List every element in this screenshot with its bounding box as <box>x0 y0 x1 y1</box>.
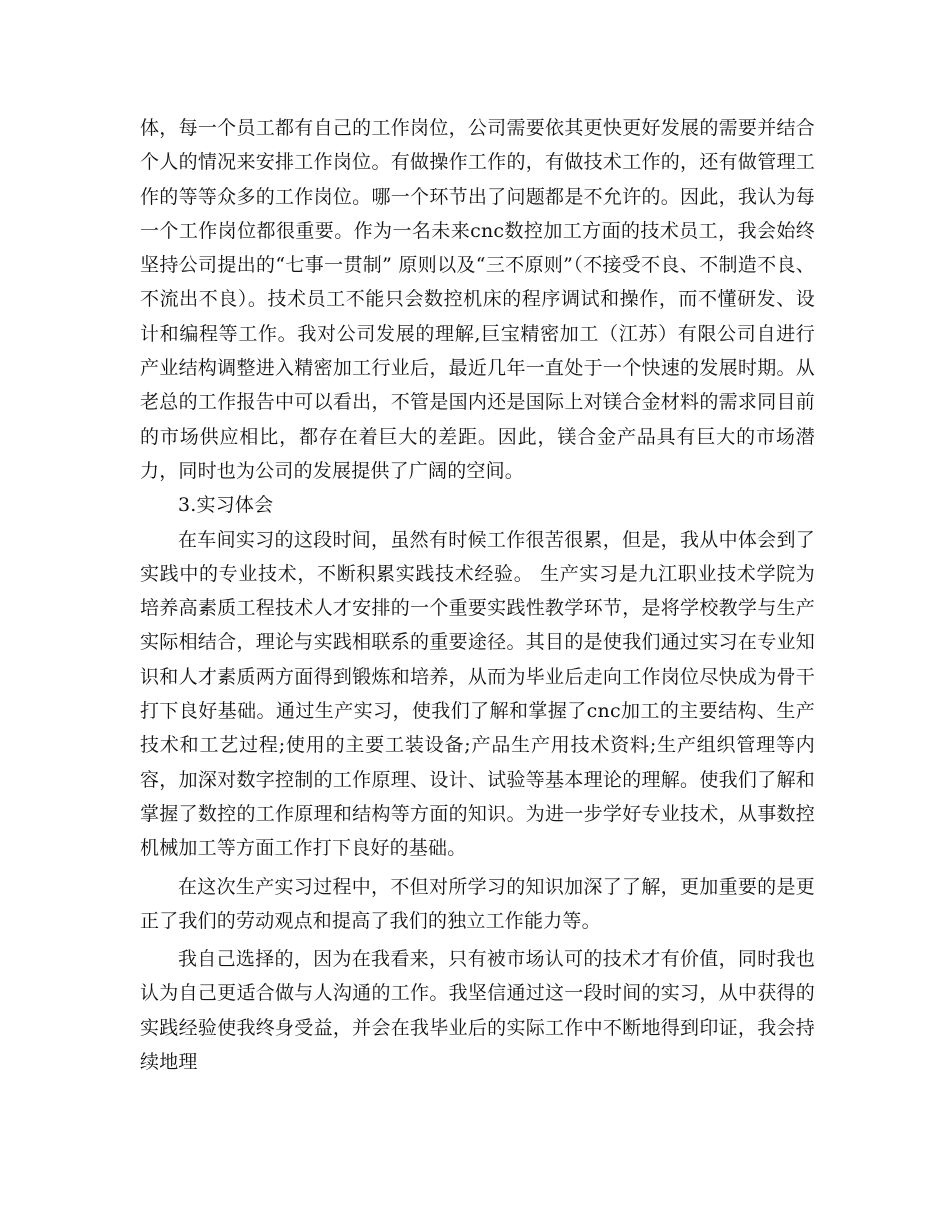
paragraph-production-internship: 在这次生产实习过程中，不但对所学习的知识加深了了解，更加重要的是更正了我们的劳动观点和提高了我们的独立工作能力等。 <box>140 875 815 932</box>
paragraph-personal-choice: 我自己选择的，因为在我看来，只有被市场认可的技术才有价值，同时我也认为自己更适合做与人沟通的工作。我坚信通过这一段时间的实习，从中获得的实践经验使我终身受益，并会在我毕业后的实际工作中不断地得到印证，我会持续地理 <box>140 948 815 1074</box>
paragraph-workshop-internship: 在车间实习的这段时间，虽然有时候工作很苦很累，但是，我从中体会到了实践中的专业技术，不断积累实践技术经验。 生产实习是九江职业技术学院为培养高素质工程技术人才安排的一个重要实践性教学环节，是将学校教学与生产实际相结合，理论与实践相联系的重要途径。其目的是使我们通过实习在专业知识和人才素质两方面得到锻炼和培养，从而为毕业后走向工作岗位尽快成为骨干打下良好基础。通过生产实习，使我们了解和掌握了cnc加工的主要结构、生产技术和工艺过程;使用的主要工装设备;产品生产用技术资料;生产组织管理等内容，加深对数字控制的工作原理、设计、试验等基本理论的理解。使我们了解和掌握了数控的工作原理和结构等方面的知识。为进一步学好专业技术，从事数控机械加工等方面工作打下良好的基础。 <box>140 528 815 860</box>
section-heading-internship-experience: 3.实习体会 <box>178 494 274 517</box>
document-body <box>140 111 815 1079</box>
paragraph-company-positions: 体，每一个员工都有自己的工作岗位，公司需要依其更快更好发展的需要并结合个人的情况来安排工作岗位。有做操作工作的，有做技术工作的，还有做管理工作的等等众多的工作岗位。哪一个环节出了问题都是不允许的。因此，我认为每一个工作岗位都很重要。作为一名未来cnc数控加工方面的技术员工，我会始终坚持公司提出的“七事一贯制” 原则以及“三不原则”（不接受不良、不制造不良、不流出不良）。技术员工不能只会数控机床的程序调试和操作，而不懂研发、设计和编程等工作。我对公司发展的理解,巨宝精密加工（江苏）有限公司自进行产业结构调整进入精密加工行业后，最近几年一直处于一个快速的发展时期。从老总的工作报告中可以看出，不管是国内还是国际上对镁合金材料的需求同目前的市场供应相比，都存在着巨大的差距。因此，镁合金产品具有巨大的市场潜力，同时也为公司的发展提供了广阔的空间。 <box>140 117 815 482</box>
